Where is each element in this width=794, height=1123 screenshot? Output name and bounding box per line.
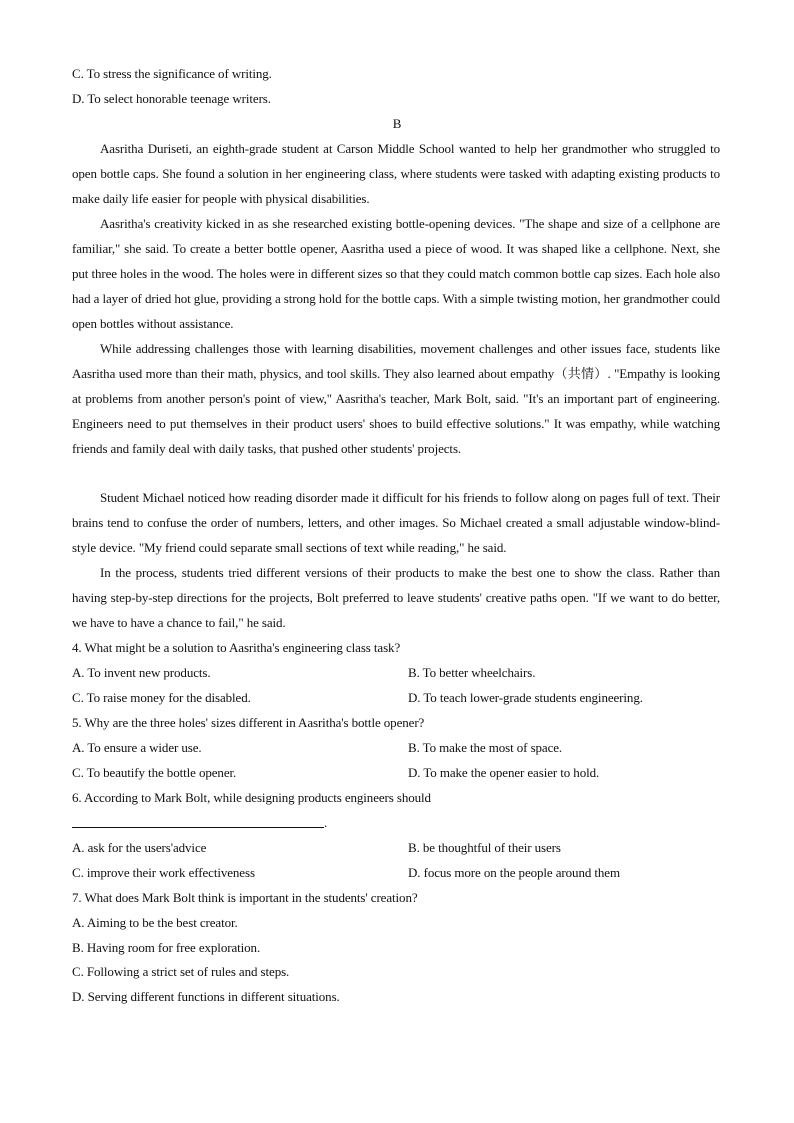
passage-paragraph-1: Aasritha Duriseti, an eighth-grade student at Carson Middle School wanted to help her grandmother who struggled to open bottle caps. She found a solution in her engineering class, where students were tasked with adapting existing products to make daily life easier for people with physical disabilities.	[72, 141, 720, 206]
question-5-option-c: C. To beautify the bottle opener.	[72, 765, 237, 780]
question-6-option-c: C. improve their work effectiveness	[72, 865, 255, 880]
prev-option-d: D. To select honorable teenage writers.	[72, 91, 271, 106]
question-5-option-b: B. To make the most of space.	[408, 740, 563, 755]
question-6-option-a: A. ask for the users'advice	[72, 840, 207, 855]
passage-paragraph-2: Aasritha's creativity kicked in as she researched existing bottle-opening devices. "The shape and size of a cellphone are familiar," she said. To create a better bottle opener, Aasritha used a piece of wood. It was shaped like a cellphone. Next, she put three holes in the wood. The holes were in different sizes so that they could match common bottle cap sizes. Each hole also had a layer of dried hot glue, providing a strong hold for the bottle caps. With a simple twisting motion, her grandmother could open bottles without assistance.	[72, 216, 720, 331]
question-5-stem: 5. Why are the three holes' sizes different in Aasritha's bottle opener?	[72, 715, 425, 730]
question-4-option-c: C. To raise money for the disabled.	[72, 690, 251, 705]
passage-paragraph-5: In the process, students tried different versions of their products to make the best one to show the class. Rather than having step-by-step directions for the projects, Bolt preferred to leave students' creative paths open. "If we want to do better, we have to have a chance to fail," he said.	[72, 565, 720, 630]
prev-option-c: C. To stress the significance of writing.	[72, 66, 272, 81]
passage-paragraph-4: Student Michael noticed how reading disorder made it difficult for his friends to follow along on pages full of text. Their brains tend to confuse the order of numbers, letters, and other images. So Michael created a small adjustable window-blind-style device. "My friend could separate small sections of text while reading," he said.	[72, 490, 720, 555]
section-label: B	[392, 116, 402, 131]
question-7-stem: 7. What does Mark Bolt think is important in the students' creation?	[72, 890, 418, 905]
question-6-answer-blank	[72, 815, 324, 828]
question-6-option-d: D. focus more on the people around them	[408, 865, 620, 880]
question-6-option-b: B. be thoughtful of their users	[408, 840, 561, 855]
question-6-stem: 6. According to Mark Bolt, while designing products engineers should	[72, 790, 431, 805]
question-4-stem: 4. What might be a solution to Aasritha's engineering class task?	[72, 640, 401, 655]
question-7-option-c: C. Following a strict set of rules and steps.	[72, 964, 290, 979]
question-6-blank-period: .	[324, 815, 328, 830]
question-5-option-d: D. To make the opener easier to hold.	[408, 765, 600, 780]
question-4-option-a: A. To invent new products.	[72, 665, 211, 680]
question-5-option-a: A. To ensure a wider use.	[72, 740, 202, 755]
passage-paragraph-3: While addressing challenges those with learning disabilities, movement challenges and other issues face, students like Aasritha used more than their math, physics, and tool skills. They also learned about empathy（共情）. "Empathy is looking at problems from another person's point of view," Aasritha's teacher, Mark Bolt, said. "It's an important part of engineering. Engineers need to put themselves in their product users' shoes to build effective solutions." It was empathy, while watching friends and family deal with daily tasks, that pushed other students' projects.	[72, 341, 720, 456]
question-7-option-d: D. Serving different functions in different situations.	[72, 989, 340, 1004]
question-4-option-d: D. To teach lower-grade students engineering.	[408, 690, 643, 705]
question-7-option-b: B. Having room for free exploration.	[72, 940, 261, 955]
question-7-option-a: A. Aiming to be the best creator.	[72, 915, 238, 930]
question-4-option-b: B. To better wheelchairs.	[408, 665, 536, 680]
